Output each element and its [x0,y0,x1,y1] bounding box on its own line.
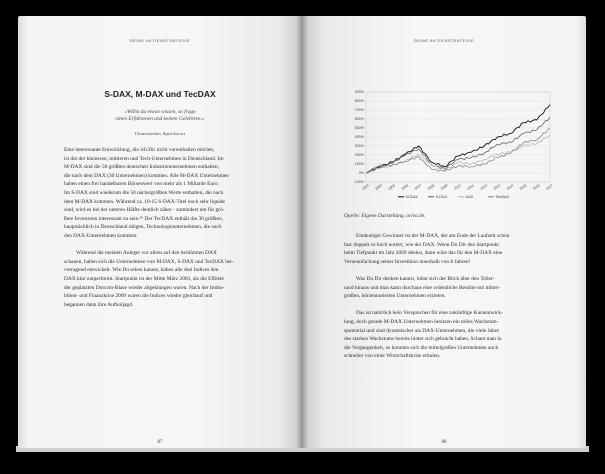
page-number: 88 [441,440,447,445]
text-line: Verneunfachung seiner Investition innerhalb von 8 Jahren! [344,258,471,265]
text-line: großen, börsennotierten Unternehmen erzielen. [344,293,446,300]
page-number: 87 [157,440,163,445]
paragraph [64,249,264,309]
series-line-tecdax [366,128,550,173]
y-tick-label: 400% [354,135,364,140]
legend-label: M-DAX [405,195,418,199]
y-tick-label: -100% [353,180,364,185]
x-tick-label: 2009 [440,183,449,191]
x-tick-label: 2007 [413,183,423,191]
body-text [344,232,548,370]
chapter-title: S-DAX, M-DAX und TecDAX [104,89,216,99]
y-tick-label: 100% [354,162,364,167]
paragraph [344,232,548,266]
y-tick-label: 200% [354,153,364,158]
y-tick-label: 700% [354,108,364,113]
right-page [302,16,586,448]
text-line: ist die der kleineren, mittleren und Tech-Unternehmen in Deutschland. Im [64,155,224,162]
text-line: begannen dann ihre Aufholjagd. [64,301,134,308]
text-line: M-DAX sind die 50 größten deutschen Industrieunternehmen enthalten, [64,164,220,171]
legend-label: S-DAX [435,195,448,199]
text-line: Eindeutiger Gewinner ist der M-DAX, der am Ende der Laufzeit schon [356,233,510,239]
series-line-dax [366,135,550,173]
text-line: schauen, haben sich die Unternehmen von M-DAX, S-DAX und TecDAX her- [64,258,234,265]
x-tick-label: 2017 [545,183,554,191]
text-line: hauptsächlich in Deutschland tätigen, Technologieunternehmen, die nach [64,224,222,231]
y-tick-label: 600% [354,117,364,122]
book-gutter [296,16,308,448]
text-line: vorragend entwickelt. Wie Du sehen kannst, haben alle drei Indices den [64,267,219,274]
y-tick-label: 300% [354,144,364,149]
x-tick-label: 2016 [532,183,541,191]
quote-line: einen Erfahrenen und keinen Gelehrten.« [115,116,205,122]
y-tick-label: 500% [354,126,364,131]
x-tick-label: 2008 [426,183,436,191]
y-tick-label: 0% [358,171,364,176]
text-line: fast doppelt so hoch notiert, wie der DAX. Wenn Du Dir den Startpunkt [344,241,499,248]
text-line: Was Du Dir denken kannst, lohnt sich der Blick über den Teller- [356,275,495,282]
legend-label: TecDAX [495,195,510,199]
x-tick-label: 2006 [400,183,410,191]
text-line: sind, wird es bei der unteren Hälfte deutlich zäher - zumindest um für grö- [64,207,225,214]
x-tick-label: 2011 [466,183,475,191]
x-tick-label: 2005 [387,183,396,191]
text-line: lung, doch gerade M-DAX Unternehmen besitzen ein tolles Wachstum- [344,318,499,325]
paragraph [344,309,548,361]
x-tick-label: 2014 [505,183,515,191]
quote-line: »Willst du etwas wissen, so frage [124,109,196,115]
text-line: Während die meisten Anleger vor allem auf den berühmten DAX [76,250,217,257]
x-tick-label: 2015 [518,183,528,191]
text-line: haben einen frei handelbaren Börsenwert von mehr als 1 Miliarde Euro. [64,181,219,188]
running-head: DEINE AKTIENSTRATEGIE [413,38,475,43]
series-line-m-dax [366,105,550,173]
text-line: spotential und sind dynamischer als DAX-Unternehmen, die viele Jahre [344,327,499,334]
x-tick-label: 2012 [479,183,488,191]
text-line: Eine interessante Entwicklung, die ich Dir nicht vorenthalten möchte, [64,147,215,153]
x-tick-label: 2013 [492,183,502,191]
left-page [18,16,302,448]
x-tick-label: 2010 [453,183,462,191]
y-tick-label: 800% [354,99,364,104]
text-line: beim Tiefpunkt im Jahr 2009 denkst, dann wäre das für den M-DAX eine [344,250,503,257]
text-line: dem M-DAX kommen. Während ca. 10-15 S-DAX-Titel noch sehr liquide [64,198,225,205]
body-text [64,146,264,318]
text-line: DAX klar outperformt. Startpunkt ist der Mitte März 2003, als die Effekte [64,275,224,282]
x-tick-label: 2004 [374,183,383,191]
text-line: den DAX-Unternehmen kommen. [64,232,138,239]
legend-label: DAX [465,195,474,199]
text-line: des starken Wachstums bereits hinter sich gebracht haben. Schaut man in [344,336,502,343]
text-line: schneller von einer Wirtschaftskrise erholen. [344,353,441,360]
text-line: Im S-DAX sind wiederum die 50 nächstgrößten Werte enthalten, die nach [64,189,224,196]
running-head: DEINE AKTIENSTRATEGIE [129,38,191,43]
paragraph [344,275,548,301]
text-line: bilien- und Finanzkrise 2009 waren die Indices wieder gleichauf und [64,293,213,300]
paragraph [64,146,264,241]
y-tick-label: 900% [354,90,364,95]
text-line: ßere Investoren interessant zu sein.³⁶ Der TecDAX enthält die 30 größten, [64,215,223,222]
text-line: die Vergangenheit, so konnten sich die mittelgroßen Unternehmen auch [344,344,499,351]
text-line: der geplatzten Dotcom-Blase wieder abgeklungen waren. Nach der Immo- [64,284,225,291]
index-performance-chart [344,86,556,204]
epigraph-quote [18,109,302,123]
chart-caption: Quelle: Eigene Darstellung, ariva.de. [344,213,426,219]
x-tick-label: 2003 [361,183,370,191]
quote-author: Chinesisches Sprichwort [134,131,186,136]
text-line: rand hinaus und man kann durchaus eine ordentliche Rendite mit mittel- [344,284,500,291]
text-line: Das ist natürlich kein Versprechen für eine zukünftige Kursentwick- [356,310,503,317]
text-line: die nach dem DAX (30 Unternehmen) kommen. Alle M-DAX Unternehmen [64,172,229,179]
